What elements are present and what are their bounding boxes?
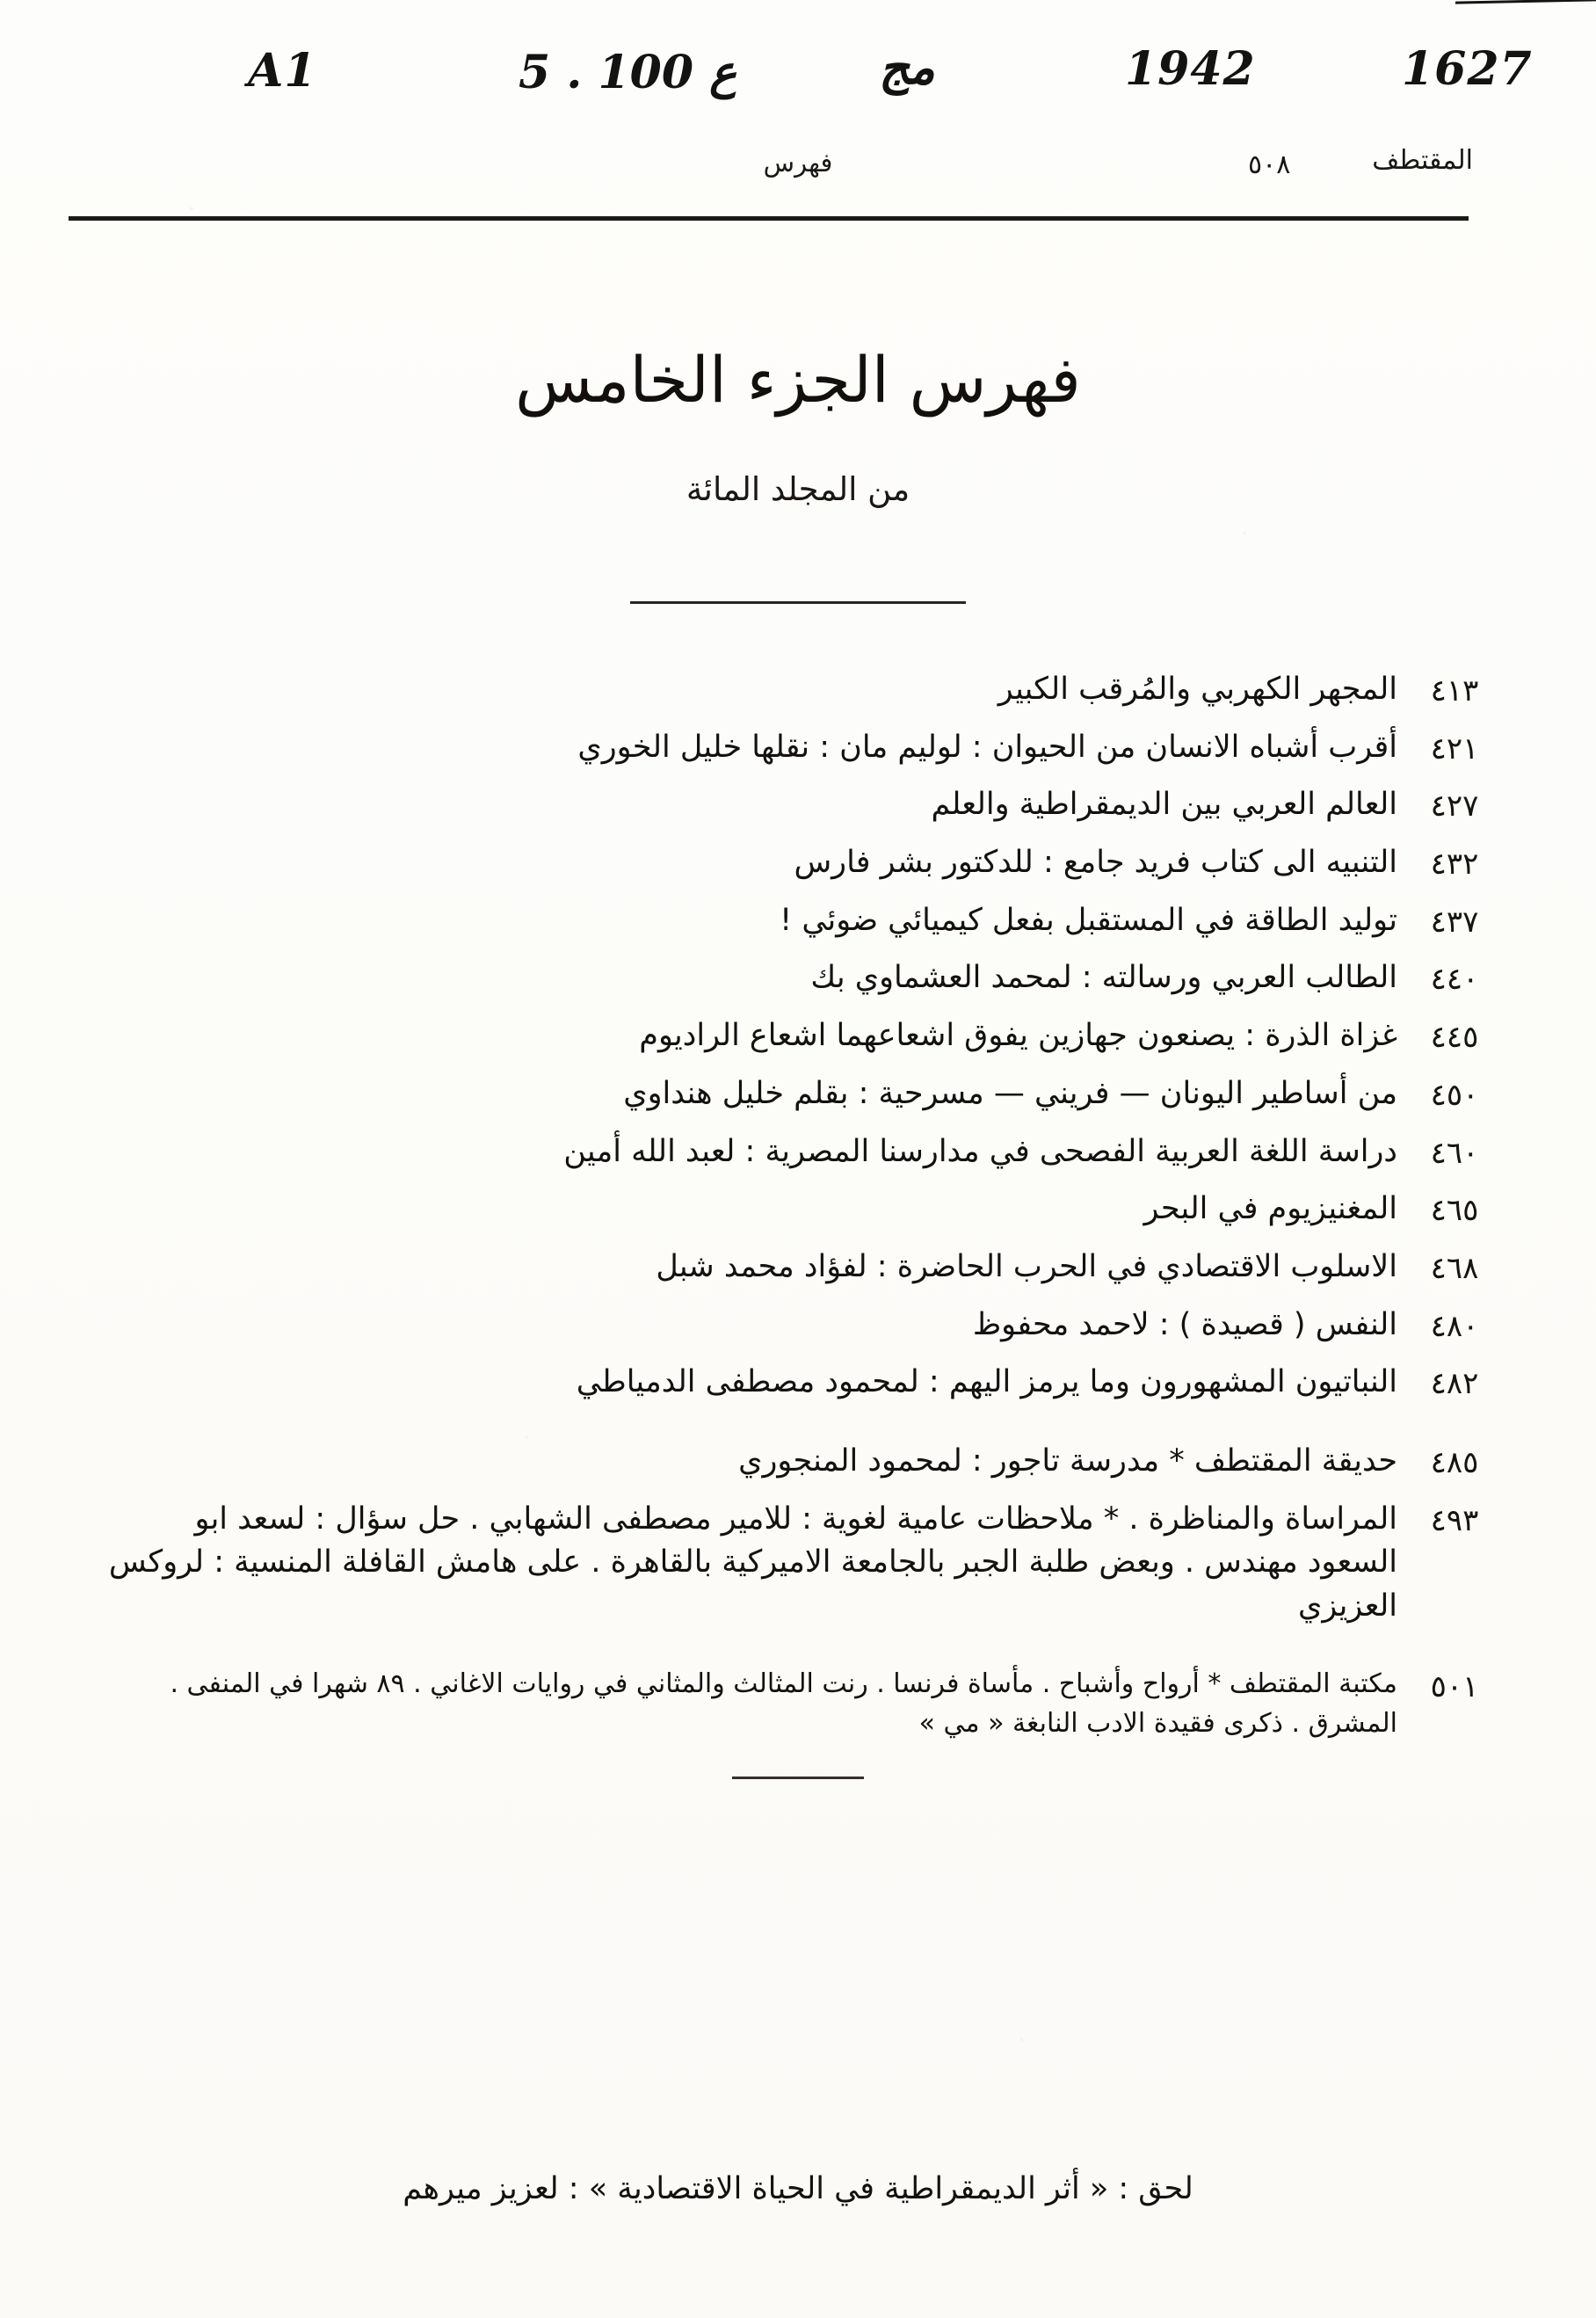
entry-title: غزاة الذرة : يصنعون جهازين يفوق اشعاعهما اشعاع الراديوم [639,1018,1397,1054]
page-subtitle: من المجلد المائة [686,470,910,508]
running-head-journal-name: المقتطف [1372,145,1473,176]
entry-page-number: ٤٦٥ [1430,1193,1479,1229]
entry-title: حديقة المقتطف * مدرسة تاجور : لمحمود المنجوري [738,1442,1397,1479]
handwritten-collection-letter: مج [879,39,935,95]
entry-title: المغنيزيوم في البحر [1143,1191,1397,1227]
entry-title: التنبيه الى كتاب فريد جامع : للدكتور بشر فارس [794,845,1397,881]
entry-page-number: ٤٦٠ [1430,1135,1479,1171]
entry-page-number: ٤٢٧ [1430,788,1479,825]
entry-page-number: ٤٢١ [1430,730,1479,767]
index-list [84,668,1512,1809]
entry-page-number: ٤٣٢ [1430,847,1479,883]
entry-page-number: ٤٣٧ [1430,904,1479,940]
running-head-section: فهرس [763,148,833,178]
index-entry [84,1014,1512,1058]
entry-title: أقرب أشباه الانسان من الحيوان : لوليم مان : نقلها خليل الخوري [577,729,1397,765]
entry-title: المجهر الكهربي والمُرقب الكبير [997,672,1397,707]
entry-page-number: ٤٥٠ [1430,1077,1479,1113]
index-entry [84,783,1512,827]
handwritten-shelf-mark: A1 [248,44,317,98]
title-divider [630,601,966,604]
entry-title: دراسة اللغة العربية الفصحى في مدارسنا المصرية : لعبد الله أمين [563,1133,1397,1169]
page-title: فهرس الجزء الخامس [515,343,1081,417]
index-entry [84,1664,1512,1743]
entry-title: النفس ( قصيدة ) : لاحمد محفوظ [972,1306,1397,1342]
index-entry [84,956,1512,1000]
index-entry [84,1440,1512,1484]
entry-title: مكتبة المقتطف * أرواح وأشباح . مأساة فرنسا . رنت المثالث والمثاني في روايات الاغاني . ٨٩ شهرا في المنفى . المشرق . ذكرى فقيدة الادب النابغة « مي » [170,1668,1397,1739]
index-entry [84,1130,1512,1174]
entry-page-number: ٤٦٨ [1430,1250,1479,1286]
index-entry [84,899,1512,943]
index-entry [84,1072,1512,1116]
page-number: ٥٠٨ [1248,149,1291,180]
index-entry [84,1246,1512,1290]
handwritten-accession-number: 1627 [1402,42,1533,96]
entry-page-number: ٤١٣ [1430,673,1479,708]
section-divider [732,1777,864,1779]
entry-page-number: ٤٨٥ [1430,1444,1479,1480]
entry-page-number: ٤٤٥ [1430,1020,1479,1056]
entry-title: النباتيون المشهورون وما يرمز اليهم : لمحمود مصطفى الدمياطي [576,1364,1397,1400]
handwritten-underline [1455,0,1596,4]
index-entry [84,841,1512,885]
index-entry [84,1498,1512,1629]
entry-title: توليد الطاقة في المستقبل بفعل كيميائي ضوئي ! [780,902,1397,938]
index-entry [84,1361,1512,1405]
handwritten-call-number: 5 . ع 100 [519,46,737,99]
entry-page-number: ٤٩٣ [1430,1502,1479,1538]
entry-page-number: ٤٨٠ [1430,1308,1479,1344]
entry-title: العالم العربي بين الديمقراطية والعلم [931,787,1397,823]
index-entry [84,1304,1512,1348]
index-entry [84,668,1512,712]
appendix-note: لحق : « أثر الديمقراطية في الحياة الاقتصادية » : لعزيز ميرهم [403,2171,1193,2206]
entry-title: من أساطير اليونان — فريني — مسرحية : بقلم خليل هنداوي [623,1075,1397,1111]
entry-page-number: ٤٤٠ [1430,962,1479,998]
handwritten-year-stamp: 1942 [1125,42,1256,96]
entry-page-number: ٤٨٢ [1430,1366,1479,1402]
entry-title: الاسلوب الاقتصادي في الحرب الحاضرة : لفؤاد محمد شبل [656,1248,1397,1284]
index-entry [84,726,1512,770]
entry-page-number: ٥٠١ [1430,1668,1479,1704]
entry-title: المراساة والمناظرة . * ملاحظات عامية لغوية : للامير مصطفى الشهابي . حل سؤال : لسعد ابو السعود مهندس . وبعض طلبة الجبر بالجامعة الاميركية بالقاهرة . على هامش القافلة المنسية : لروكس العزيزي [108,1501,1397,1624]
index-entry [84,1188,1512,1232]
header-rule [69,216,1469,221]
entry-title: الطالب العربي ورسالته : لمحمد العشماوي بك [810,960,1397,996]
